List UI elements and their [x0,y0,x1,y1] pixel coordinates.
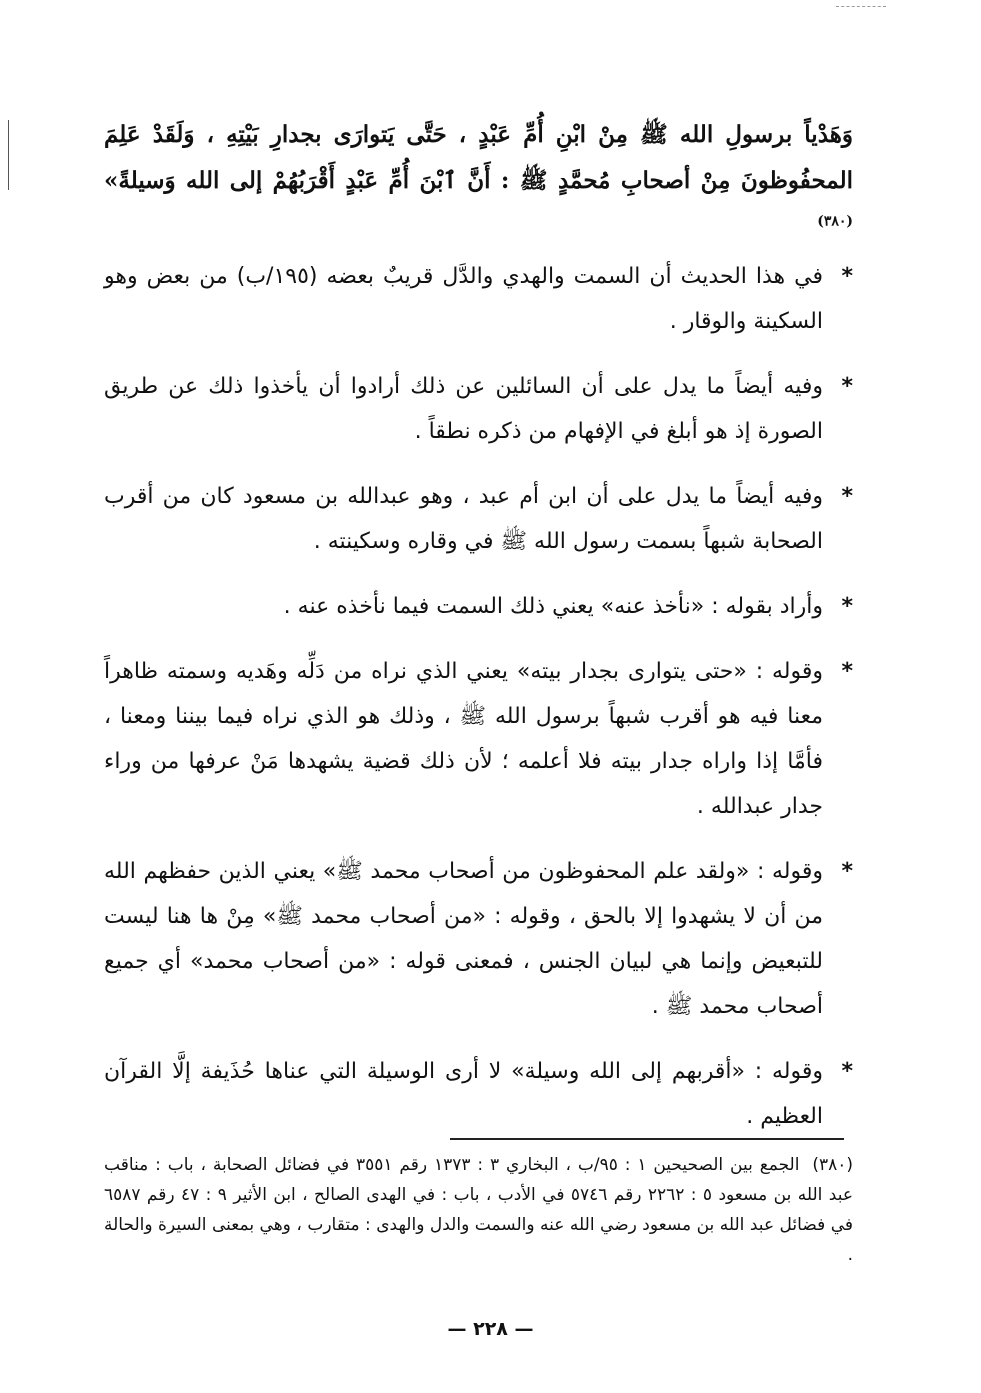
bullet-icon: * [841,374,853,399]
main-text [104,112,853,1159]
hadith-text: وَهَدْياً برسولِ الله ﷺ مِنْ ابْنِ أُمِّ عَبْدٍ ، حَتَّى يَتوارَى بجدارِ بَيْتِهِ ، وَلَقَدْ عَلِمَ المحفُوظونَ مِنْ أصحابِ مُحمَّدٍ ﷺ : أَنَّ ٱبْنَ أُمِّ عَبْدٍ أَقْرَبُهُمْ إلى الله وَسيلةً» [104,121,853,194]
page-number: — ٢٢٨ — [447,1318,534,1340]
commentary-paragraph-5 [104,649,853,829]
footnote [104,1150,853,1270]
footnote-number: (٣٨٠) [812,1155,854,1175]
paragraph-text: وقوله : «ولقد علم المحفوظون من أصحاب محمد ﷺ» يعني الذين حفظهم الله من أن لا يشهدوا إلا بالحق ، وقوله : «من أصحاب محمد ﷺ» مِنْ ها هنا ليست للتبعيض وإنما هي لبيان الجنس ، فمعنى قوله : «من أصحاب محمد» أي جميع أصحاب محمد ﷺ . [104,859,823,1019]
bullet-icon: * [841,484,853,509]
footnote-text: الجمع بين الصحيحين ١ : ٩٥/ب ، البخاري ٣ : ١٣٧٣ رقم ٣٥٥١ في فضائل الصحابة ، باب : مناقب عبد الله بن مسعود ٥ : ٢٢٦٢ رقم ٥٧٤٦ في الأدب ، باب : في الهدى الصالح ، ابن الأثير ٩ : ٤٧ رقم ٦٥٨٧ في فضائل عبد الله بن مسعود رضي الله عنه والسمت والدل والهدى : متقارب ، وهي بمعنى السيرة والحالة . [104,1155,853,1265]
paragraph-text: وفيه أيضاً ما يدل على أن السائلين عن ذلك أرادوا أن يأخذوا ذلك عن طريق الصورة إذ هو أبلغ في الإفهام من ذكره نطقاً . [104,374,823,444]
hadith-paragraph [104,112,853,250]
bullet-icon: * [841,659,853,684]
commentary-paragraph-1 [104,254,853,344]
paragraph-text: وقوله : «حتى يتوارى بجدار بيته» يعني الذي نراه من دَلِّه وهَديه وسمته ظاهراً معنا فيه هو أقرب شبهاً برسول الله ﷺ ، وذلك هو الذي نراه فيما بيننا ومعنا ، فأمَّا إذا واراه جدار بيته فلا أعلمه ؛ لأن ذلك قضية يشهدها مَنْ عرفها من وراء جدار عبدالله . [104,659,823,819]
commentary-paragraph-7 [104,1049,853,1139]
paragraph-text: وفيه أيضاً ما يدل على أن ابن أم عبد ، وهو عبدالله بن مسعود كان من أقرب الصحابة شبهاً بسمت رسول الله ﷺ في وقاره وسكينته . [104,484,823,554]
footnote-divider [450,1138,844,1140]
margin-line [8,120,9,190]
commentary-paragraph-2 [104,364,853,454]
bullet-icon: * [841,264,853,289]
paragraph-text: وأراد بقوله : «نأخذ عنه» يعني ذلك السمت فيما نأخذه عنه . [283,594,823,619]
paragraph-text: في هذا الحديث أن السمت والهدي والدَّل قريبٌ بعضه (١٩٥/ب) من بعض وهو السكينة والوقار . [104,264,823,334]
scan-artifact [836,6,886,7]
bullet-icon: * [841,859,853,884]
commentary-paragraph-3 [104,474,853,564]
commentary-paragraph-6 [104,849,853,1029]
hadith-footnote-ref: (٣٨٠) [817,213,853,230]
bullet-icon: * [841,1059,853,1084]
commentary-paragraph-4 [104,584,853,629]
bullet-icon: * [841,594,853,619]
paragraph-text: وقوله : «أقربهم إلى الله وسيلة» لا أرى الوسيلة التي عناها حُذَيفة إلَّا القرآن العظيم . [104,1059,823,1129]
